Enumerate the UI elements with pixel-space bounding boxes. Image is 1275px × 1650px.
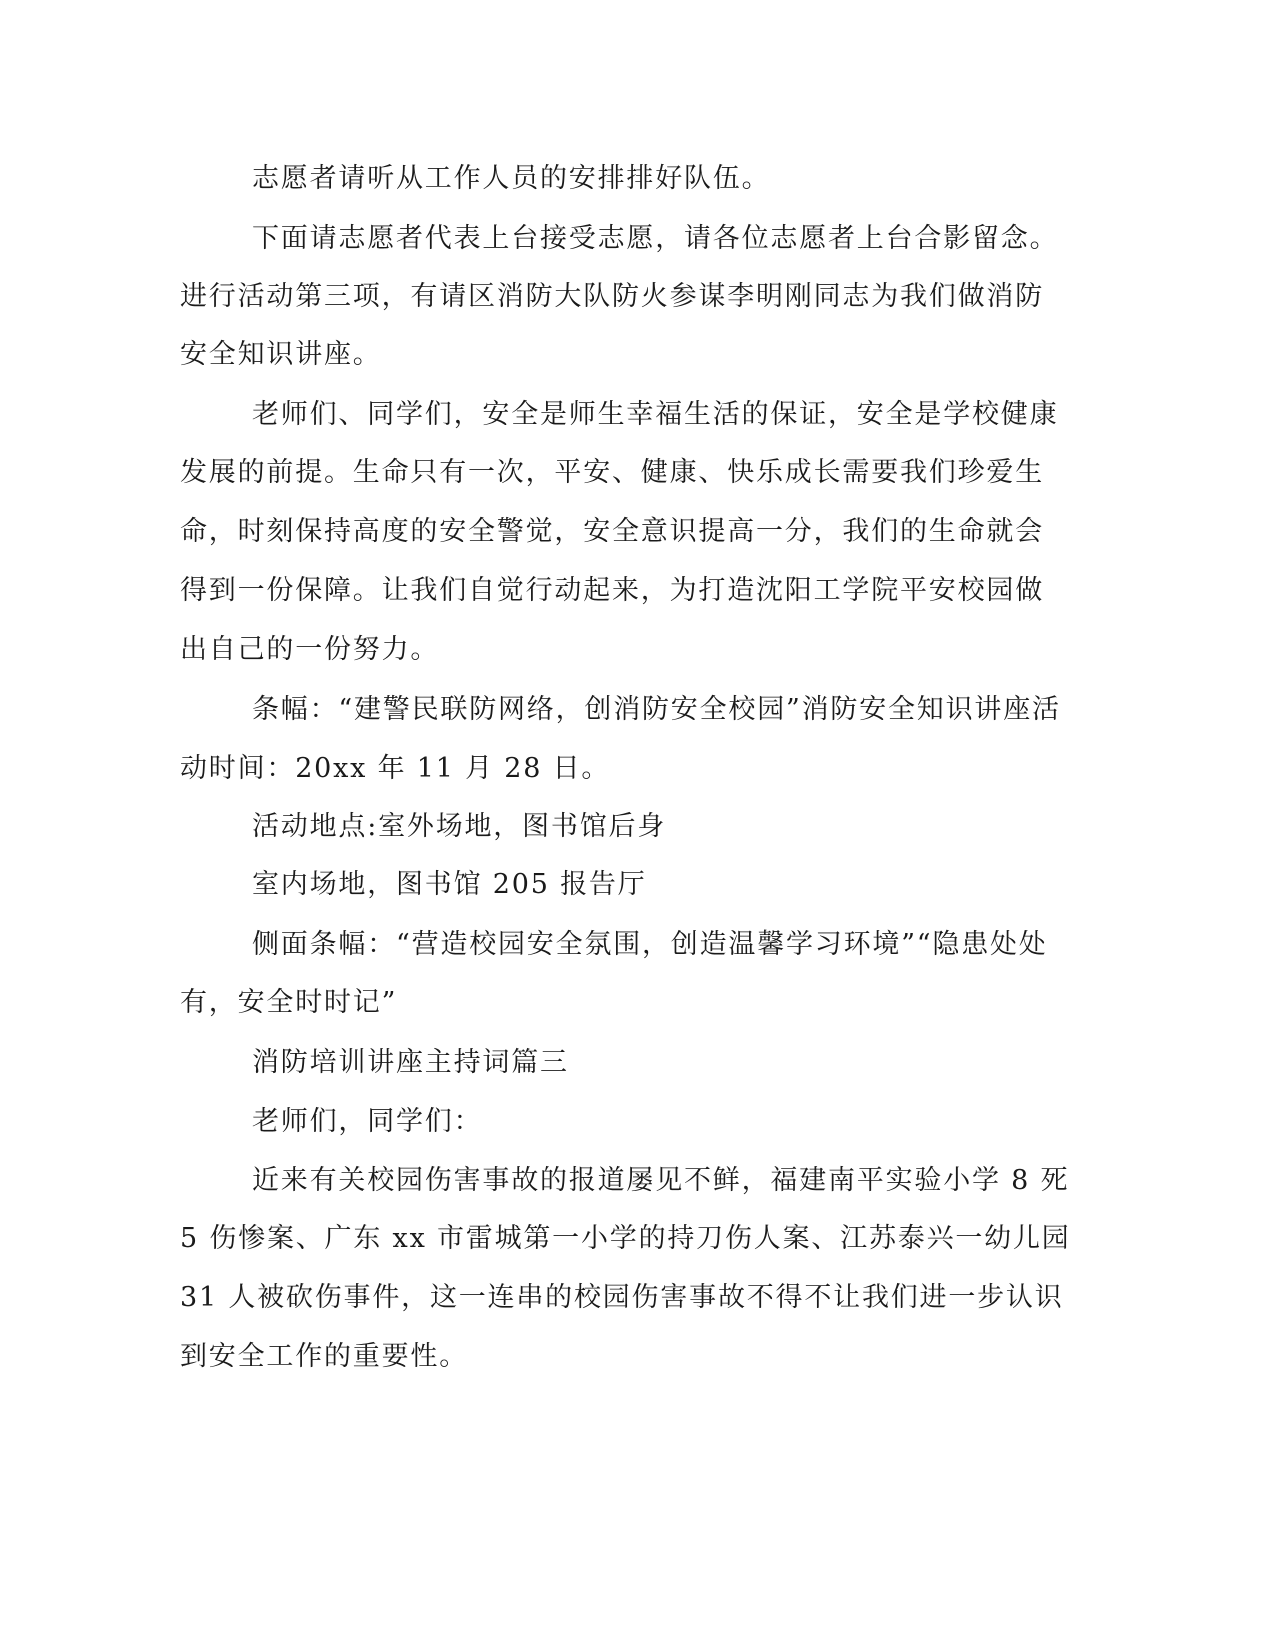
section-heading: 消防培训讲座主持词篇三 xyxy=(252,1047,569,1078)
salutation: 老师们，同学们： xyxy=(252,1106,483,1137)
text-line: 出自己的一份努力。 xyxy=(180,634,440,665)
text-line: 得到一份保障。让我们自觉行动起来，为打造沈阳工学院平安校园做 xyxy=(180,575,1044,606)
text-line: 命，时刻保持高度的安全警觉，安全意识提高一分，我们的生命就会 xyxy=(180,516,1044,547)
text-line: 下面请志愿者代表上台接受志愿，请各位志愿者上台合影留念。 xyxy=(252,223,1059,254)
text-line: 发展的前提。生命只有一次，平安、健康、快乐成长需要我们珍爱生 xyxy=(180,457,1044,488)
text-line: 活动地点:室外场地，图书馆后身 xyxy=(252,811,667,842)
text-line: 到安全工作的重要性。 xyxy=(180,1341,468,1372)
text-line: 侧面条幅：“营造校园安全氛围，创造温馨学习环境”“隐患处处 xyxy=(252,929,1048,960)
text-line: 条幅：“建警民联防网络，创消防安全校园”消防安全知识讲座活 xyxy=(252,694,1061,725)
text-line: 31 人被砍伤事件，这一连串的校园伤害事故不得不让我们进一步认识 xyxy=(180,1282,1064,1313)
text-line: 5 伤惨案、广东 xx 市雷城第一小学的持刀伤人案、江苏泰兴一幼儿园 xyxy=(180,1223,1071,1254)
text-line: 动时间：20xx 年 11 月 28 日。 xyxy=(180,753,611,784)
text-line: 有，安全时时记” xyxy=(180,987,398,1018)
text-line: 老师们、同学们，安全是师生幸福生活的保证，安全是学校健康 xyxy=(252,399,1059,430)
text-line: 近来有关校园伤害事故的报道屡见不鲜，福建南平实验小学 8 死 xyxy=(252,1165,1070,1196)
text-line: 安全知识讲座。 xyxy=(180,339,382,370)
text-line: 室内场地，图书馆 205 报告厅 xyxy=(252,869,647,900)
text-line: 志愿者请听从工作人员的安排排好队伍。 xyxy=(252,163,771,194)
text-line: 进行活动第三项，有请区消防大队防火参谋李明刚同志为我们做消防 xyxy=(180,281,1044,312)
